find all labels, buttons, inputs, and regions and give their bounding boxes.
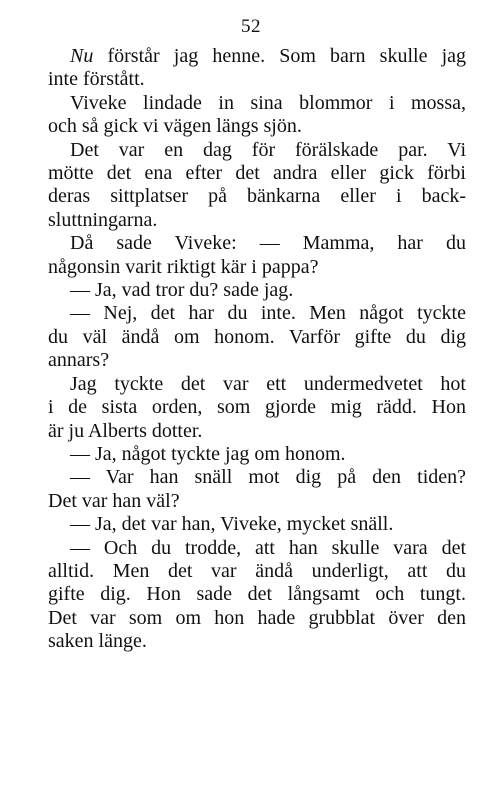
italic-word: Nu xyxy=(70,45,94,67)
paragraph xyxy=(48,373,466,443)
text-line: sluttningarna. xyxy=(48,208,158,231)
line-text: — Var han snäll mot dig på den tiden? xyxy=(70,466,466,489)
text-line xyxy=(48,302,466,325)
paragraph xyxy=(48,45,466,92)
text-line xyxy=(48,232,466,255)
text-line: Det var han väl? xyxy=(48,489,180,512)
text-line: Det var som om hon hade grubblat över den xyxy=(48,606,466,629)
line-text: Viveke lindade in sina blommor i mossa, xyxy=(70,91,466,114)
paragraph xyxy=(48,139,466,233)
text-line: inte förstått. xyxy=(48,68,145,91)
text-line: mötte det ena efter det andra eller gick förbi xyxy=(48,162,466,185)
text-line: gifte dig. Hon sade det långsamt och tungt. xyxy=(48,583,466,606)
line-text: Jag tyckte det var ett undermedvetet hot xyxy=(70,372,466,395)
paragraph xyxy=(48,466,466,513)
text-line xyxy=(48,513,466,536)
paragraph xyxy=(48,537,466,654)
text-line: i de sista orden, som gjorde mig rädd. Hon xyxy=(48,396,466,419)
line-text: Nu förstår jag henne. Som barn skulle jag xyxy=(70,45,466,67)
text-line: annars? xyxy=(48,349,110,372)
text-line: du väl ändå om honom. Varför gifte du dig xyxy=(48,325,466,348)
line-text: — Ja, vad tror du? sade jag. xyxy=(70,279,294,302)
paragraph xyxy=(48,279,466,302)
text-line: saken länge. xyxy=(48,630,147,653)
line-text: Då sade Viveke: — Mamma, har du xyxy=(70,232,466,255)
text-line xyxy=(48,373,466,396)
text-line xyxy=(48,443,466,466)
paragraph xyxy=(48,232,466,279)
body-text xyxy=(48,45,466,654)
text-line xyxy=(48,279,466,302)
text-line xyxy=(48,92,466,115)
paragraph xyxy=(48,513,466,536)
line-text: Det var en dag för förälskade par. Vi xyxy=(70,138,466,161)
text-line xyxy=(48,45,466,68)
paragraph xyxy=(48,443,466,466)
text-line: deras sittplatser på bänkarna eller i back- xyxy=(48,185,466,208)
text-line xyxy=(48,466,466,489)
text-line: alltid. Men det var ändå underligt, att du xyxy=(48,559,466,582)
text-line: och så gick vi vägen längs sjön. xyxy=(48,115,302,138)
line-text: — Ja, något tyckte jag om honom. xyxy=(70,442,346,465)
line-text: — Ja, det var han, Viveke, mycket snäll. xyxy=(70,513,394,536)
paragraph xyxy=(48,92,466,139)
line-text: — Och du trodde, att han skulle vara det xyxy=(70,536,466,559)
paragraph xyxy=(48,302,466,372)
text-line xyxy=(48,537,466,560)
text-line: är ju Alberts dotter. xyxy=(48,419,203,442)
line-text: — Nej, det har du inte. Men något tyckte xyxy=(70,302,466,325)
text-line xyxy=(48,139,466,162)
page-number: 52 xyxy=(241,16,261,37)
text-line: någonsin varit riktigt kär i pappa? xyxy=(48,255,319,278)
